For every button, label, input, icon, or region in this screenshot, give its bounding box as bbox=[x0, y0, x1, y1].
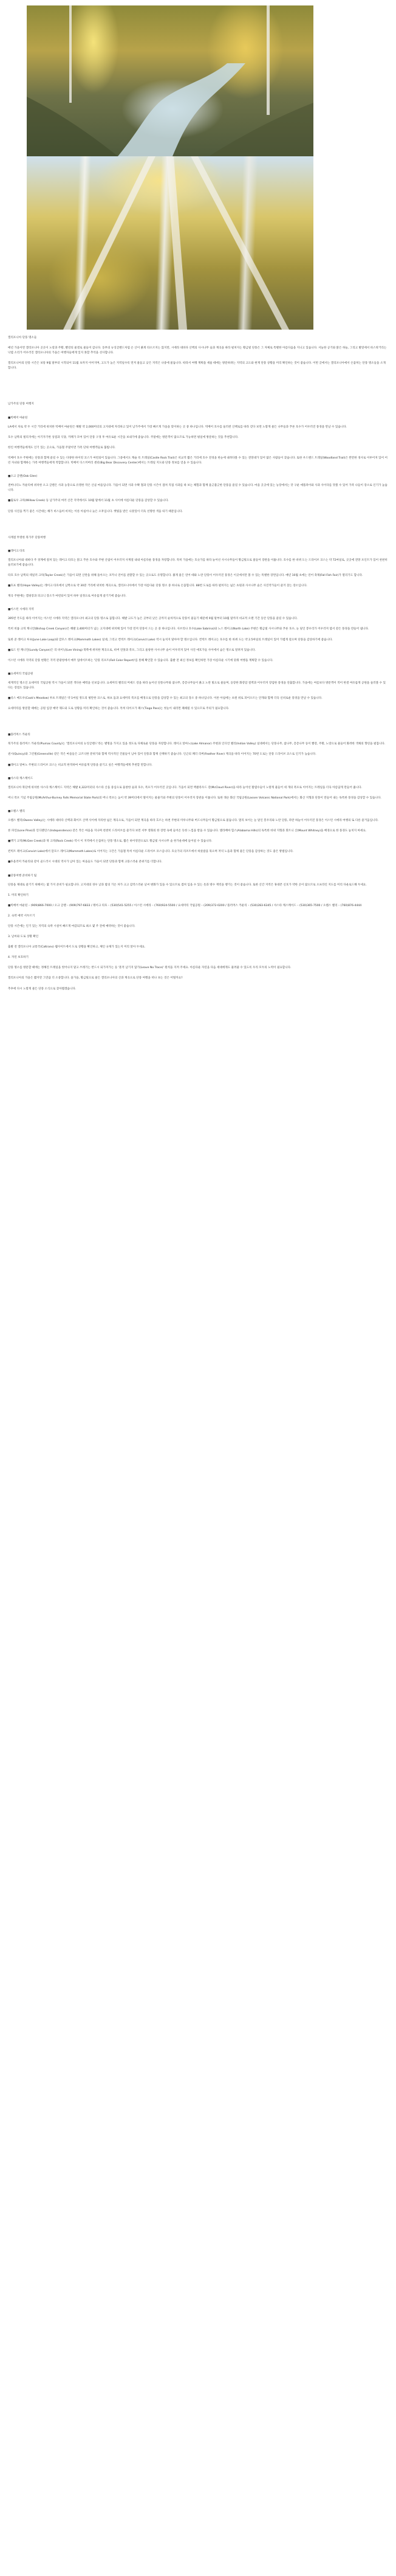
section-heading: 남가주의 단풍 여행지 bbox=[8, 403, 34, 406]
stream-illustration bbox=[27, 5, 313, 156]
section-heading: 사계절 뚜렷한 북가주 단풍여행 bbox=[8, 536, 46, 539]
birch-illustration bbox=[27, 156, 313, 330]
paragraph: 단풍 사진을 찍기 좋은 시간대는 해가 비스듬히 비치는 이른 아침이나 늦은 오후입니다. 햇빛을 받은 나뭇잎이 더욱 선명한 색을 띠기 때문입니다. bbox=[8, 510, 183, 513]
list-heading: 2. 숙박 예약 서두르기 bbox=[8, 914, 35, 918]
paragraph: ■투올러미 카운티와 같이 골드러시 시대의 역사가 남아 있는 마을들도 가을이 되면 단풍과 함께 고풍스러운 분위기를 더합니다. bbox=[8, 860, 163, 864]
paragraph: 세계적인 명소인 요세미티 국립공원 역시 가을이 되면 색다른 매력을 선보입니다. 요세미티 밸리의 머세드 강을 따라 늘어선 단풍나무와 참나무, 층층나무들이 붉고 노란 빛으로 물들며, 웅장한 화강암 절벽과 어우러져 장엄한 풍경을 연출합니다. 가을에는 여름보다 방문객이 적어 한결 여유롭게 공원을 둘러볼 수 있다는 장점도 있습니다. bbox=[8, 681, 386, 690]
paragraph: 캘리포니아의 가을은 짧지만 그만큼 더 소중합니다. 올가을, 황금빛으로 물든 캘리포니아의 산과 계곡으로 단풍 여행을 떠나 보는 것은 어떨까요? bbox=[8, 977, 183, 980]
paragraph: 캘리포니아의 단풍 시즌은 보통 9월 말부터 시작되어 11월 초까지 이어지며, 고도가 높은 지역일수록 먼저 물들고 낮은 지역은 나중에 물듭니다. 따라서 여행 계획을 세울 때에는 방문하려는 지역의 고도와 현재 단풍 상황을 미리 확인하는 것이 좋습니다. 이번 글에서는 캘리포니아에서 손꼽히는 단풍 명소들을 소개합니다. bbox=[8, 362, 386, 370]
section-heading: ■레이크 타호 bbox=[8, 549, 25, 553]
section-heading: ■단풍여행 준비하기 팁 bbox=[8, 874, 37, 878]
paragraph: ■쿡스 메도우(Cook's Meadow) 루프 트레일은 약 1마일 정도의 평탄한 코스로, 하프 돔과 요세미티 폭포를 배경으로 단풍을 감상할 수 있는 최고의 장소 중 하나입니다. 이른 아침에는 초원 위로 피어오르는 안개와 함께 더욱 신비로운 풍경을 만날 수 있습니다. bbox=[8, 697, 323, 701]
section-heading: ■빅베어 마운틴 bbox=[8, 416, 28, 420]
paragraph: 버니 폭포 기념 주립공원(McArthur-Burney Falls Memorial State Park)의 버니 폭포는 높이 약 39미터에서 떨어지는 물줄기와 주변의 단풍이 어우러져 장관을 이룹니다. 또한 래슨 화산 국립공원(Lassen Volcanic National Park)에서는 화산 지형과 단풍이 만들어 내는 독특한 풍경을 감상할 수 있습니다. bbox=[8, 796, 381, 800]
paragraph: 샌버나디노 카운티에 위치한 오크 글렌은 사과 농장으로 유명한 작은 산골 마을입니다. 가을이 되면 사과 수확 철과 단풍 시즌이 겹쳐 직접 사과를 따 보는 체험과 함께 울긋불긋한 단풍을 즐길 수 있습니다. 마을 곳곳에 있는 농장에서는 갓 구운 애플파이와 사과 사이다를 맛볼 수 있어 가족 나들이 장소로 인기가 높습니다. bbox=[8, 484, 387, 493]
paragraph: LA에서 차로 약 두 시간 거리에 위치한 빅베어 마운틴은 해발 약 2,000미터의 고지대에 자리하고 있어 남가주에서 가장 빠르게 가을을 맞이하는 곳 중 하나입니다. 빅베어 호수를 둘러싼 산책로를 따라 걷다 보면 노랗게 물든 나무들과 푸른 호수가 어우러진 풍경을 만날 수 있습니다. bbox=[8, 425, 347, 429]
article-title: 캘리포니아 단풍 명소들 bbox=[8, 336, 37, 339]
paragraph: 캘리포니아 북단에 위치한 샤스타 캐스케이드 지역은 해발 4,322미터의 샤스타 산을 중심으로 울창한 숲과 호수, 폭포가 어우러진 곳입니다. 가을이 되면 맥클라우드 강(McCloud River)을 따라 늘어선 활엽수들이 노랗게 물들어 세 개의 폭포로 이어지는 트레일을 더욱 아름답게 만들어 줍니다. bbox=[8, 786, 363, 789]
paragraph: 매년 가을이면 캘리포니아 곳곳이 노랑과 주황, 빨강의 물결로 물들어 갑니다. 동부의 뉴잉글랜드처럼 온 산이 붉게 타오르지는 않지만, 시에라 네바다 산맥의 사시나무 숲과 계곡을 따라 펼쳐지는 황금빛 단풍은 그 자체로 특별한 아름다움을 지니고 있습니다. 서늘한 공기와 맑은 하늘, 그리고 발밑에서 바스락거리는 낙엽 소리가 어우러진 캘리포니아의 가을은 여행자들에게 잊지 못할 추억을 선사합니다. bbox=[8, 347, 387, 355]
paragraph: 특히 비숍 크릭 캐니언(Bishop Creek Canyon)은 해발 2,400미터가 넘는 고지대에 위치해 있어 가장 먼저 단풍이 드는 곳 중 하나입니다. 사브리나 호수(Lake Sabrina)와 노스 레이크(North Lake) 주변은 황금빛 사시나무와 푸른 호수, 눈 덮인 봉우리가 어우러져 엽서 같은 풍경을 만들어 냅니다. bbox=[8, 628, 369, 631]
article-page bbox=[0, 0, 396, 997]
paragraph: 컨빅트 레이크(Convict Lake)에서 맘모스 레이크(Mammoth Lakes)로 이어지는 구간은 가을철 특히 아름다운 드라이브 코스입니다. 호숫가의 리조트에서 하룻밤을 묵으며 저녁 노을과 함께 물든 단풍을 감상하는 것도 좋은 방법입니다. bbox=[8, 850, 294, 854]
section-heading: ■요세미티 국립공원 bbox=[8, 672, 33, 676]
paragraph: 요세미티를 방문할 때에는 공원 입장 예약 제도와 도로 상황을 미리 확인하는 것이 좋습니다. 특히 타이오가 패스(Tioga Pass)는 첫눈이 내리면 폐쇄될 수 있으므로 주의가 필요합니다. bbox=[8, 707, 230, 711]
section-heading: ■오웬스 밸리 bbox=[8, 809, 25, 813]
paragraph: 호수 남쪽의 빌리지에는 아기자기한 상점과 식당, 카페가 모여 있어 단풍 구경 후 여유로운 시간을 보내기에 좋습니다. 주말에는 방문객이 많으므로 가능하면 평일에 방문하는 것을 추천합니다. bbox=[8, 435, 239, 439]
paragraph: ■빅베어 마운틴 – (909)866-7000 / 오크 글렌 – (909)797-6833 / 레이크 타호 – (530)541-5255 / 이스턴 시에라 – (760)924-5500 / 요세미티 국립공원 – (209)372-0200 / 플러머스 카운티 – (530)283-6345 / 샤스타 캐스케이드 – (530)365-7500 / 오웬스 밸리 – (760)876-4444 bbox=[8, 904, 362, 907]
paragraph: 단풍을 제대로 즐기기 위해서는 몇 가지 준비가 필요합니다. 고지대의 경우 낮과 밤의 기온 차가 크고 갑작스러운 날씨 변화가 있을 수 있으므로 겹쳐 입을 수 있는 옷과 방수 재킷을 챙기는 것이 좋습니다. 또한 산간 지역은 휴대폰 신호가 약한 곳이 많으므로 오프라인 지도를 미리 다운로드해 두세요. bbox=[8, 883, 367, 887]
paragraph: ■레이크 알마노 주변의 드라이브 코스는 비교적 한적하여 여유롭게 단풍을 즐기고 싶은 여행객들에게 추천할 만합니다. bbox=[8, 763, 152, 767]
paragraph: 캘리포니아와 네바다 주 경계에 걸쳐 있는 레이크 타호는 맑고 푸른 호수와 주변 산림이 어우러져 사계절 내내 아름다운 풍경을 자랑합니다. 특히 가을에는 호숫가를 따라 늘어선 사시나무들이 황금빛으로 물들어 장관을 이룹니다. 호수를 한 바퀴 도는 드라이브 코스는 약 72마일로, 곳곳에 전망 포인트가 있어 천천히 둘러보기에 좋습니다. bbox=[8, 558, 387, 567]
article-body bbox=[0, 330, 396, 992]
list-heading: 4. 자연 보호하기 bbox=[8, 956, 29, 960]
paragraph: 한인 여행객들에게도 인기 있는 곳으로, 가을철 주말이면 가족 단위 여행객들로 붐빕니다. bbox=[8, 446, 116, 449]
paragraph: 타호 호수 남쪽의 테일러 크릭(Taylor Creek)은 가을이 되면 산란을 위해 돌아오는 코카니 연어를 관찰할 수 있는 곳으로도 유명합니다. 붉게 물든 연어 떼와 노란 단풍이 어우러진 풍경은 이곳에서만 볼 수 있는 특별한 장면입니다. 매년 10월 초에는 연어 축제(Fall Fish Fair)가 열리기도 합니다. bbox=[8, 573, 363, 577]
paragraph: 계곡 주변에는 캠핑장과 피크닉 장소가 마련되어 있어 하루 일정으로 여유롭게 즐기기에 좋습니다. bbox=[8, 595, 127, 598]
paragraph: 론 파인(Lone Pine)과 인디펜던스(Independence) 같은 작은 마을을 지나며 천천히 드라이브를 즐기다 보면 서부 영화의 한 장면 속에 들어온 듯한 느낌을 받을 수 있습니다. 앨라배마 힐스(Alabama Hills)의 독특한 바위 지형과 휘트니 산(Mount Whitney)을 배경으로 한 풍경도 놓치지 마세요. bbox=[8, 829, 367, 833]
section-heading: ■플러머스 카운티 bbox=[8, 733, 30, 737]
paragraph: ■윌로우 크릭(Willow Creek) 등 남가주의 여러 산간 지역에서도 10월 말에서 11월 초 사이에 아름다운 단풍을 감상할 수 있습니다. bbox=[8, 499, 169, 503]
list-heading: 1. 미리 확인하기 bbox=[8, 893, 29, 897]
forest-stream-photo bbox=[27, 5, 313, 156]
paragraph: ■로드 런 캐니언(Lundy Canyon)은 리 바이닝(Lee Vining) 북쪽에 위치한 계곡으로, 비버 연못과 폭포, 그리고 울창한 사시나무 숲이 어우러져 있어 사진 애호가들 사이에서 숨은 명소로 알려져 있습니다. bbox=[8, 648, 256, 652]
list-heading: 3. 날씨와 도로 상황 확인 bbox=[8, 935, 39, 939]
paragraph: 퀸시(Quincy)와 그린빌(Greenville) 같은 작은 마을들은 고즈넉한 분위기와 함께 역사적인 건물들이 남아 있어 단풍과 함께 산책하기 좋습니다. 인근의 페더 리버(Feather River) 계곡을 따라 이어지는 70번 도로는 단풍 드라이브 코스로 인기가 높습니다. bbox=[8, 753, 316, 757]
paragraph: 빅베어 호수 주변에는 단풍과 함께 즐길 수 있는 다양한 하이킹 코스가 마련되어 있습니다. 그중에서도 캐슬 록 트레일(Castle Rock Trail)은 비교적 짧은 거리에 호수 전경을 한눈에 내려다볼 수 있는 전망대가 있어 많은 사람들이 찾습니다. 또한 우드랜드 트레일(Woodland Trail)은 완만한 경사로 이루어져 있어 어린 자녀와 함께하는 가족 여행객들에게 적합합니다. 빅베어 디스커버리 센터(Big Bear Discovery Center)에서는 트레일 지도와 단풍 정보를 얻을 수 있습니다. bbox=[8, 456, 387, 465]
section-heading: ■샤스타 캐스케이드 bbox=[8, 777, 33, 780]
paragraph: 오웬스 밸리(Owens Valley)는 시에라 네바다 산맥과 화이트 산맥 사이에 자리한 넓은 계곡으로, 가을이 되면 계곡을 따라 흐르는 하천 주변의 미루나무와 버드나무들이 황금빛으로 물듭니다. 멀리 보이는 눈 덮인 봉우리와 노란 단풍, 파란 하늘이 어우러진 풍경은 이스턴 시에라 여행의 또 다른 즐거움입니다. bbox=[8, 819, 379, 823]
paragraph: 395번 국도를 따라 이어지는 이스턴 시에라 지역은 캘리포니아 최고의 단풍 명소로 꼽힙니다. 해발 고도가 높은 곳부터 낮은 곳까지 순차적으로 단풍이 물들기 때문에 9월 말부터 10월 말까지 비교적 오랜 기간 동안 단풍을 즐길 수 있습니다. bbox=[8, 617, 298, 621]
paragraph: ■맥기 크릭(McGee Creek)과 락 크릭(Rock Creek) 역시 이 지역에서 손꼽히는 단풍 명소로, 짧은 하이킹만으로도 황금빛 사시나무 숲 한가운데에 들어설 수 있습니다. bbox=[8, 840, 213, 843]
paragraph: 단풍 명소를 방문할 때에는 정해진 트레일을 벗어나지 말고 쓰레기는 반드시 되가져가는 등 '흔적 남기지 않기(Leave No Trace)' 원칙을 지켜 주세요. 아름다운 자연을 다음 세대에게도 물려줄 수 있도록 우리 모두의 노력이 필요합니다. bbox=[8, 966, 292, 970]
section-heading: ■이스턴 시에라 지역 bbox=[8, 608, 34, 612]
closing-line: 추후에 다시 노랗게 물든 단풍 소식으로 찾아뵙겠습니다. bbox=[8, 987, 77, 991]
paragraph: 북가주의 플러머스 카운티(Plumas County)는 '캘리포니아의 뉴잉글랜드'라는 별명을 가지고 있을 정도로 다채로운 단풍을 자랑합니다. 레이크 알마노(Lake Almanor) 주변과 인디언 밸리(Indian Valley) 일대에서는 단풍나무, 참나무, 층층나무 등이 빨강, 주황, 노랑으로 물들어 화려한 색채의 향연을 펼칩니다. bbox=[8, 743, 386, 746]
birch-canopy-photo bbox=[27, 156, 313, 330]
paragraph: 출발 전 캘리포니아 교통국(Caltrans) 웹사이트에서 도로 상황을 확인하고, 체인 규제가 있는지 미리 알아 두세요. bbox=[8, 946, 146, 949]
paragraph: 이스턴 시에라 지역의 단풍 현황은 지역 관광청에서 매주 업데이트하는 '단풍 리포트(Fall Color Report)'를 통해 확인할 수 있습니다. 출발 전 최신 정보를 확인하면 가장 아름다운 시기에 맞춰 여행을 계획할 수 있습니다. bbox=[8, 659, 273, 662]
paragraph: ■호프 밸리(Hope Valley)는 레이크 타호에서 남쪽으로 약 30분 거리에 위치한 계곡으로, 캘리포니아에서 가장 아름다운 단풍 명소 중 하나로 손꼽힙니다. 88번 도로를 따라 펼쳐지는 넓은 초원과 사시나무 숲은 사진작가들이 즐겨 찾는 장소입니다. bbox=[8, 584, 307, 588]
paragraph: 단풍 시즌에는 인기 있는 지역의 숙박 시설이 빠르게 마감되므로 최소 몇 주 전에 예약하는 것이 좋습니다. bbox=[8, 924, 135, 928]
section-heading: ■오크 글렌(Oak Glen) bbox=[8, 475, 38, 479]
paragraph: 또한 준 레이크 루프(June Lake Loop)와 맘모스 레이크(Mammoth Lakes) 일대, 그리고 컨빅트 레이크(Convict Lake) 역시 놓치지 말아야 할 명소입니다. 컨빅트 레이크는 호수를 한 바퀴 도는 약 2.5마일의 트레일이 있어 가볍게 걸으며 단풍을 감상하기에 좋습니다. bbox=[8, 638, 333, 642]
